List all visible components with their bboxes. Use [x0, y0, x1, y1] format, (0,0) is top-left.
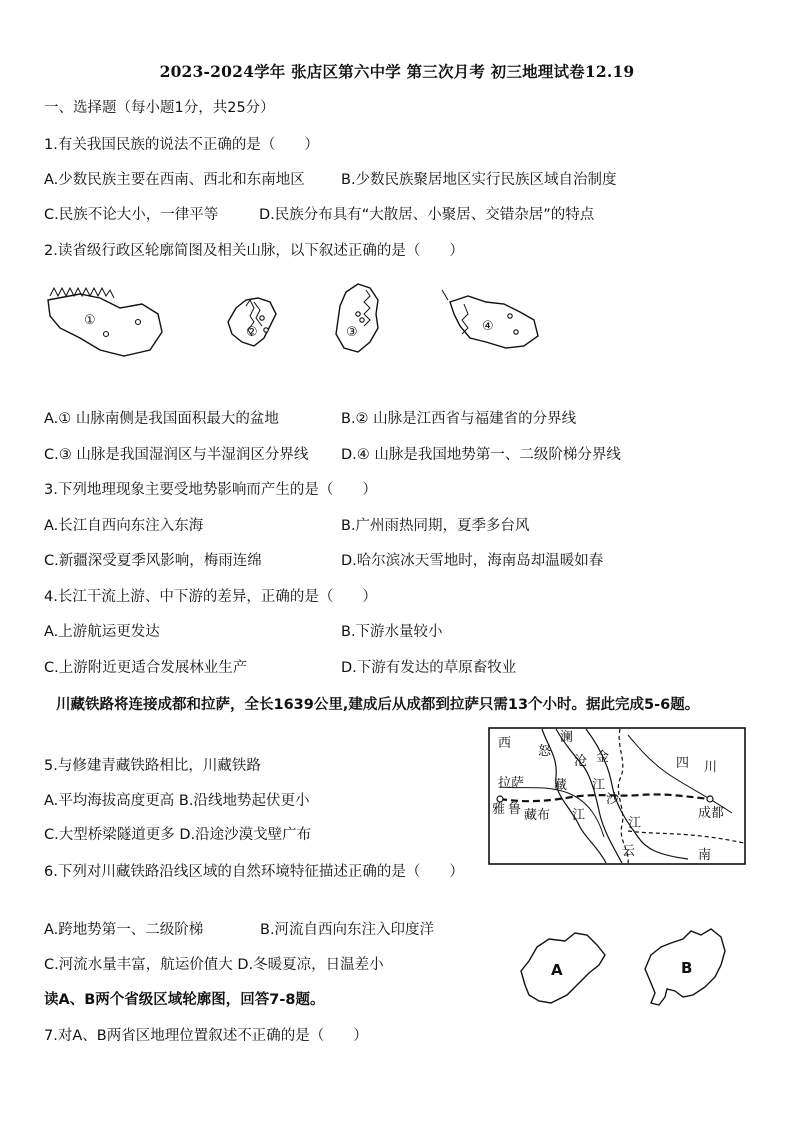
- map-label-zangbu: 藏布: [524, 808, 551, 823]
- q4-option-a: A.上游航运更发达: [44, 624, 160, 640]
- map-label-sha: 沙: [606, 792, 620, 807]
- q2-option-d: D.④ 山脉是我国地势第一、二级阶梯分界线: [341, 447, 621, 463]
- page-title: 2023-2024学年 张店区第六中学 第三次月考 初三地理试卷12.19: [159, 62, 635, 81]
- map-label-lan: 澜: [560, 730, 574, 745]
- province-ab-outline-map: [515, 925, 745, 1010]
- province-a-label: A: [551, 961, 563, 979]
- q4-option-c: C.上游附近更适合发展林业生产: [44, 660, 248, 676]
- q1-option-b: B.少数民族聚居地区实行民族区域自治制度: [341, 172, 617, 188]
- province-map-3-label: ③: [346, 325, 358, 340]
- province-map-1: [48, 288, 162, 356]
- province-map-4: [442, 290, 538, 348]
- map-label-nu: 怒: [538, 744, 552, 759]
- q6-option-b: B.河流自西向东注入印度洋: [260, 922, 435, 938]
- q6-option-a: A.跨地势第一、二级阶梯: [44, 922, 204, 938]
- q4-option-d: D.下游有发达的草原畜牧业: [341, 660, 517, 676]
- map-label-nan: 南: [698, 848, 712, 863]
- map-label-jin: 金: [596, 750, 610, 765]
- map-label-chuan: 川: [704, 760, 718, 775]
- q7-stem: 7.对A、B两省区地理位置叙述不正确的是（ ）: [44, 1028, 368, 1044]
- q4-option-b: B.下游水量较小: [341, 624, 443, 640]
- q1-option-a: A.少数民族主要在西南、西北和东南地区: [44, 172, 305, 188]
- map-label-lu: 鲁: [508, 802, 522, 817]
- q1-option-d: D.民族分布具有“大散居、小聚居、交错杂居”的特点: [259, 207, 595, 223]
- q6-options-cd: C.河流水量丰富，航运价值大 D.冬暖夏凉，日温差小: [44, 957, 384, 973]
- map-label-ya: 雅: [492, 802, 506, 817]
- q4-stem: 4.长江干流上游、中下游的差异，正确的是（ ）: [44, 589, 377, 605]
- q2-option-c: C.③ 山脉是我国湿润区与半湿润区分界线: [44, 447, 309, 463]
- q3-option-b: B.广州雨热同期，夏季多台风: [341, 518, 530, 534]
- province-a-outline: [521, 933, 605, 1003]
- q2-option-b: B.② 山脉是江西省与福建省的分界线: [341, 411, 577, 427]
- map-label-chengdu: 成都: [698, 806, 725, 821]
- q3-option-a: A.长江自西向东注入东海: [44, 518, 204, 534]
- map-label-cang: 沧: [574, 754, 588, 769]
- passage-province-outlines: 读A、B两个省级区域轮廓图，回答7-8题。: [44, 992, 325, 1008]
- map-label-xi: 西: [498, 736, 512, 751]
- province-outline-maps: [40, 280, 560, 370]
- section-heading: 一、选择题（每小题1分，共25分）: [44, 100, 275, 116]
- province-map-4-label: ④: [482, 319, 494, 334]
- q2-stem: 2.读省级行政区轮廓简图及相关山脉，以下叙述正确的是（ ）: [44, 243, 464, 259]
- q3-stem: 3.下列地理现象主要受地势影响而产生的是（ ）: [44, 482, 377, 498]
- q2-option-a: A.① 山脉南侧是我国面积最大的盆地: [44, 411, 279, 427]
- map-label-si: 四: [676, 756, 690, 771]
- q1-option-c: C.民族不论大小，一律平等: [44, 207, 219, 223]
- map-label-jiang1: 江: [592, 778, 606, 793]
- q5-stem: 5.与修建青藏铁路相比，川藏铁路: [44, 758, 261, 774]
- q3-option-c: C.新疆深受夏季风影响，梅雨连绵: [44, 553, 262, 569]
- map-label-lasa: 拉萨: [498, 776, 525, 791]
- map-label-jiang3: 江: [628, 816, 642, 831]
- map-label-jiang2: 江: [572, 808, 586, 823]
- map-label-zang: 藏: [554, 778, 568, 793]
- q5-options-ab: A.平均海拔高度更高 B.沿线地势起伏更小: [44, 793, 310, 809]
- province-b-outline: [645, 929, 725, 1005]
- q5-options-cd: C.大型桥梁隧道更多 D.沿途沙漠戈壁广布: [44, 827, 312, 843]
- q1-stem: 1.有关我国民族的说法不正确的是（ ）: [44, 137, 319, 153]
- q3-option-d: D.哈尔滨冰天雪地时，海南岛却温暖如春: [341, 553, 604, 569]
- map-label-yun: 云: [622, 844, 636, 859]
- province-map-2-label: ②: [246, 325, 258, 340]
- province-map-1-label: ①: [84, 313, 96, 328]
- q6-stem: 6.下列对川藏铁路沿线区域的自然环境特征描述正确的是（ ）: [44, 864, 464, 880]
- province-map-2: [228, 298, 276, 346]
- passage-sichuan-tibet-railway: 川藏铁路将连接成都和拉萨，全长1639公里,建成后从成都到拉萨只需13个小时。据此完成5-6题。: [56, 697, 700, 713]
- province-map-3: [336, 284, 378, 352]
- sichuan-tibet-railway-map: [488, 727, 746, 865]
- province-b-label: B: [681, 959, 693, 977]
